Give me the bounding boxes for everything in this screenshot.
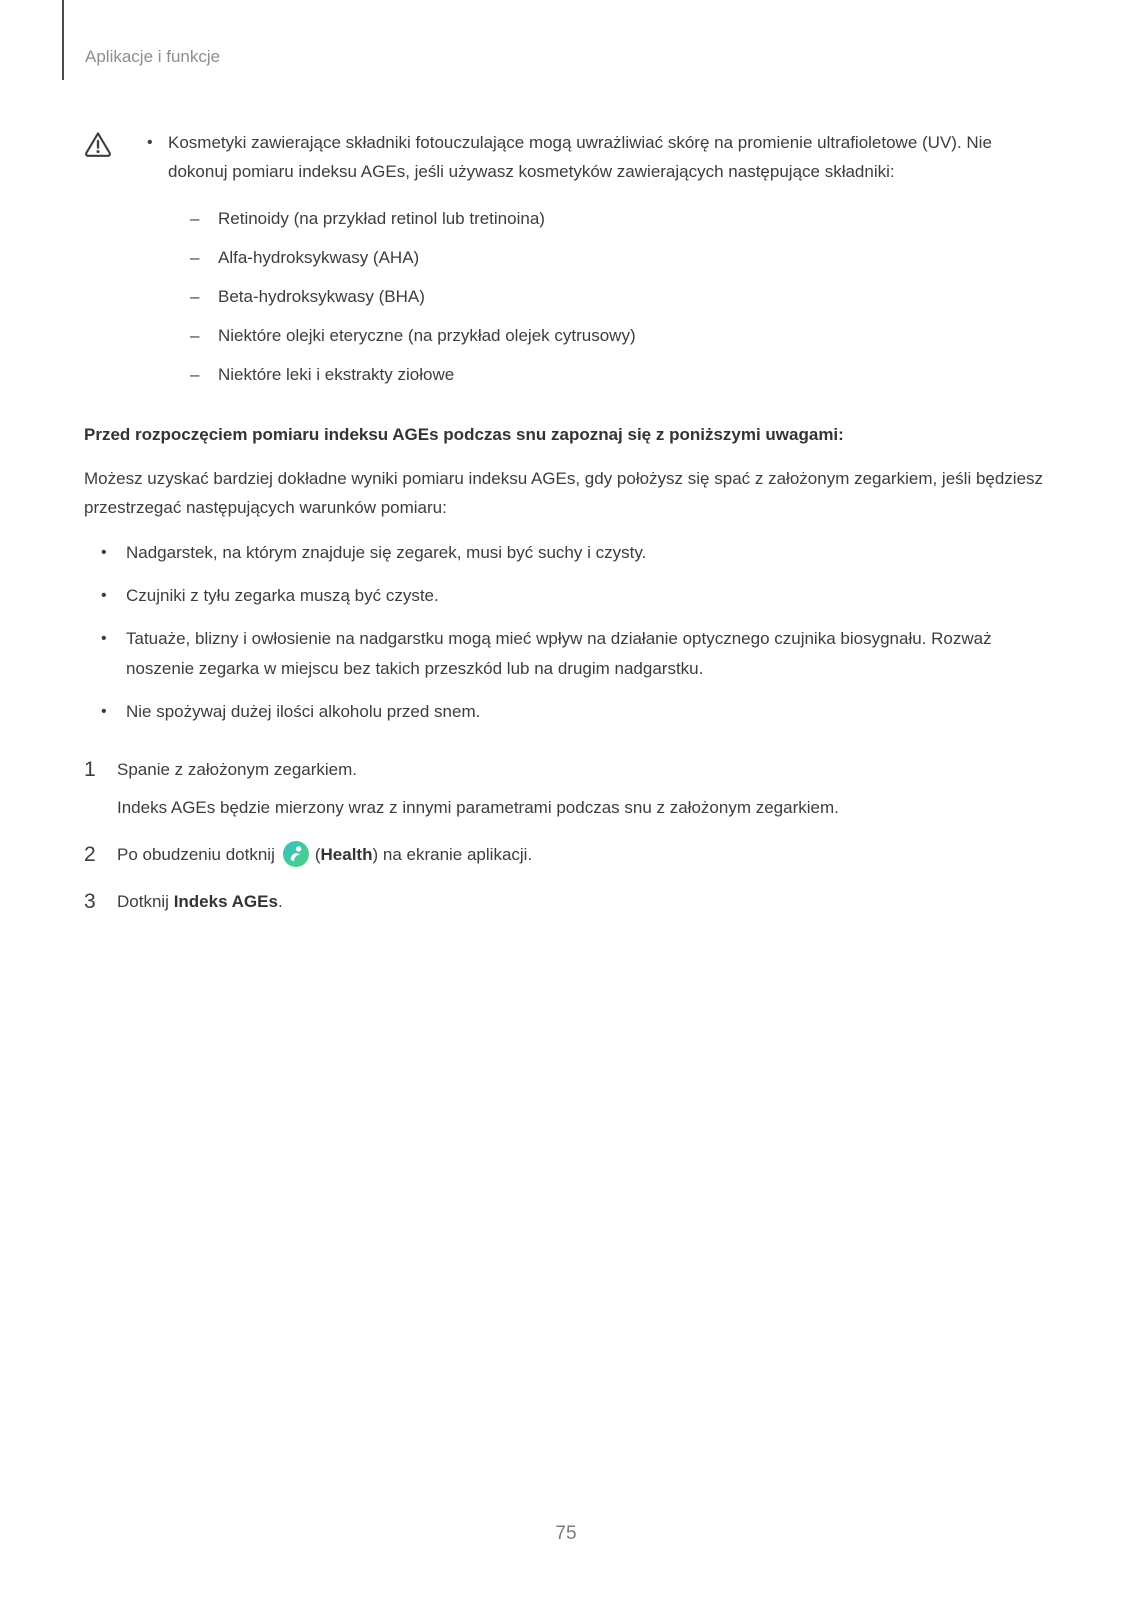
step-1 (84, 755, 1048, 823)
bullet-list-item: • Nie spożywaj dużej ilości alkoholu przed snem. (84, 697, 1048, 727)
page-content (84, 128, 1048, 917)
dash-list-item: – Alfa-hydroksykwasy (AHA) (145, 243, 1048, 273)
top-left-rule (62, 0, 64, 80)
section-heading: Przed rozpoczęciem pomiaru indeksu AGEs podczas snu zapoznaj się z poniższymi uwagami: (84, 425, 844, 444)
step-text (117, 840, 1048, 870)
step-text: Spanie z założonym zegarkiem. (117, 760, 358, 779)
bullet-list-item: • Nadgarstek, na którym znajduje się zegarek, musi być suchy i czysty. (84, 538, 1048, 568)
step-number: 2 (84, 843, 96, 866)
step-body (117, 755, 1048, 823)
dash-list-item: – Niektóre olejki eteryczne (na przykład olejek cytrusowy) (145, 321, 1048, 351)
app-name-bold: Health (320, 845, 373, 864)
dash-list-item: – Retinoidy (na przykład retinol lub tretinoina) (145, 204, 1048, 234)
warning-sub-list (145, 204, 1048, 390)
step-text (117, 887, 1048, 917)
warning-body (145, 128, 1048, 390)
page-header: Aplikacje i funkcje (85, 47, 221, 66)
bullet-list-item: • Czujniki z tyłu zegarka muszą być czyste. (84, 581, 1048, 611)
bullet-list-item: • Tatuaże, blizny i owłosienie na nadgarstku mogą mieć wpływ na działanie optycznego czujnika biosygnału. Rozważ noszenie zegarka w miejscu bez takich przeszkód lub na drugim nadgarstku. (84, 624, 1048, 684)
step-number: 3 (84, 890, 96, 913)
step-3 (84, 887, 1048, 917)
step-text-prefix: Po obudzeniu dotknij (117, 845, 275, 864)
warning-text: • Kosmetyki zawierające składniki fotouczulające mogą uwrażliwiać skórę na promienie ultrafioletowe (UV). Nie dokonuj pomiaru indeksu AGEs, jeśli używasz kosmetyków zawierających następujące składniki: (145, 128, 1048, 186)
samsung-health-icon (283, 841, 309, 867)
dash-list-item: – Niektóre leki i ekstrakty ziołowe (145, 360, 1048, 390)
step-body (117, 887, 1048, 917)
dash-list-item: – Beta-hydroksykwasy (BHA) (145, 282, 1048, 312)
warning-triangle-icon (84, 131, 112, 166)
steps-list (84, 755, 1048, 917)
step-text-prefix: Dotknij (117, 892, 174, 911)
menu-item-bold: Indeks AGEs (173, 892, 278, 911)
step-text-paren: ( (314, 845, 321, 864)
section-intro: Możesz uzyskać bardziej dokładne wyniki pomiaru indeksu AGEs, gdy położysz się spać z założonym zegarkiem, jeśli będziesz przestrzegać następujących warunków pomiaru: (84, 469, 1044, 517)
warning-block (84, 128, 1048, 390)
step-detail: Indeks AGEs będzie mierzony wraz z innymi parametrami podczas snu z założonym zegarkiem. (117, 798, 839, 817)
conditions-bullet-list (84, 538, 1048, 727)
step-number: 1 (84, 758, 96, 781)
page-number: 75 (555, 1523, 577, 1544)
step-body (117, 840, 1048, 870)
step-text-suffix: . (277, 892, 283, 911)
step-text-suffix: ) na ekranie aplikacji. (372, 845, 533, 864)
step-2 (84, 840, 1048, 870)
